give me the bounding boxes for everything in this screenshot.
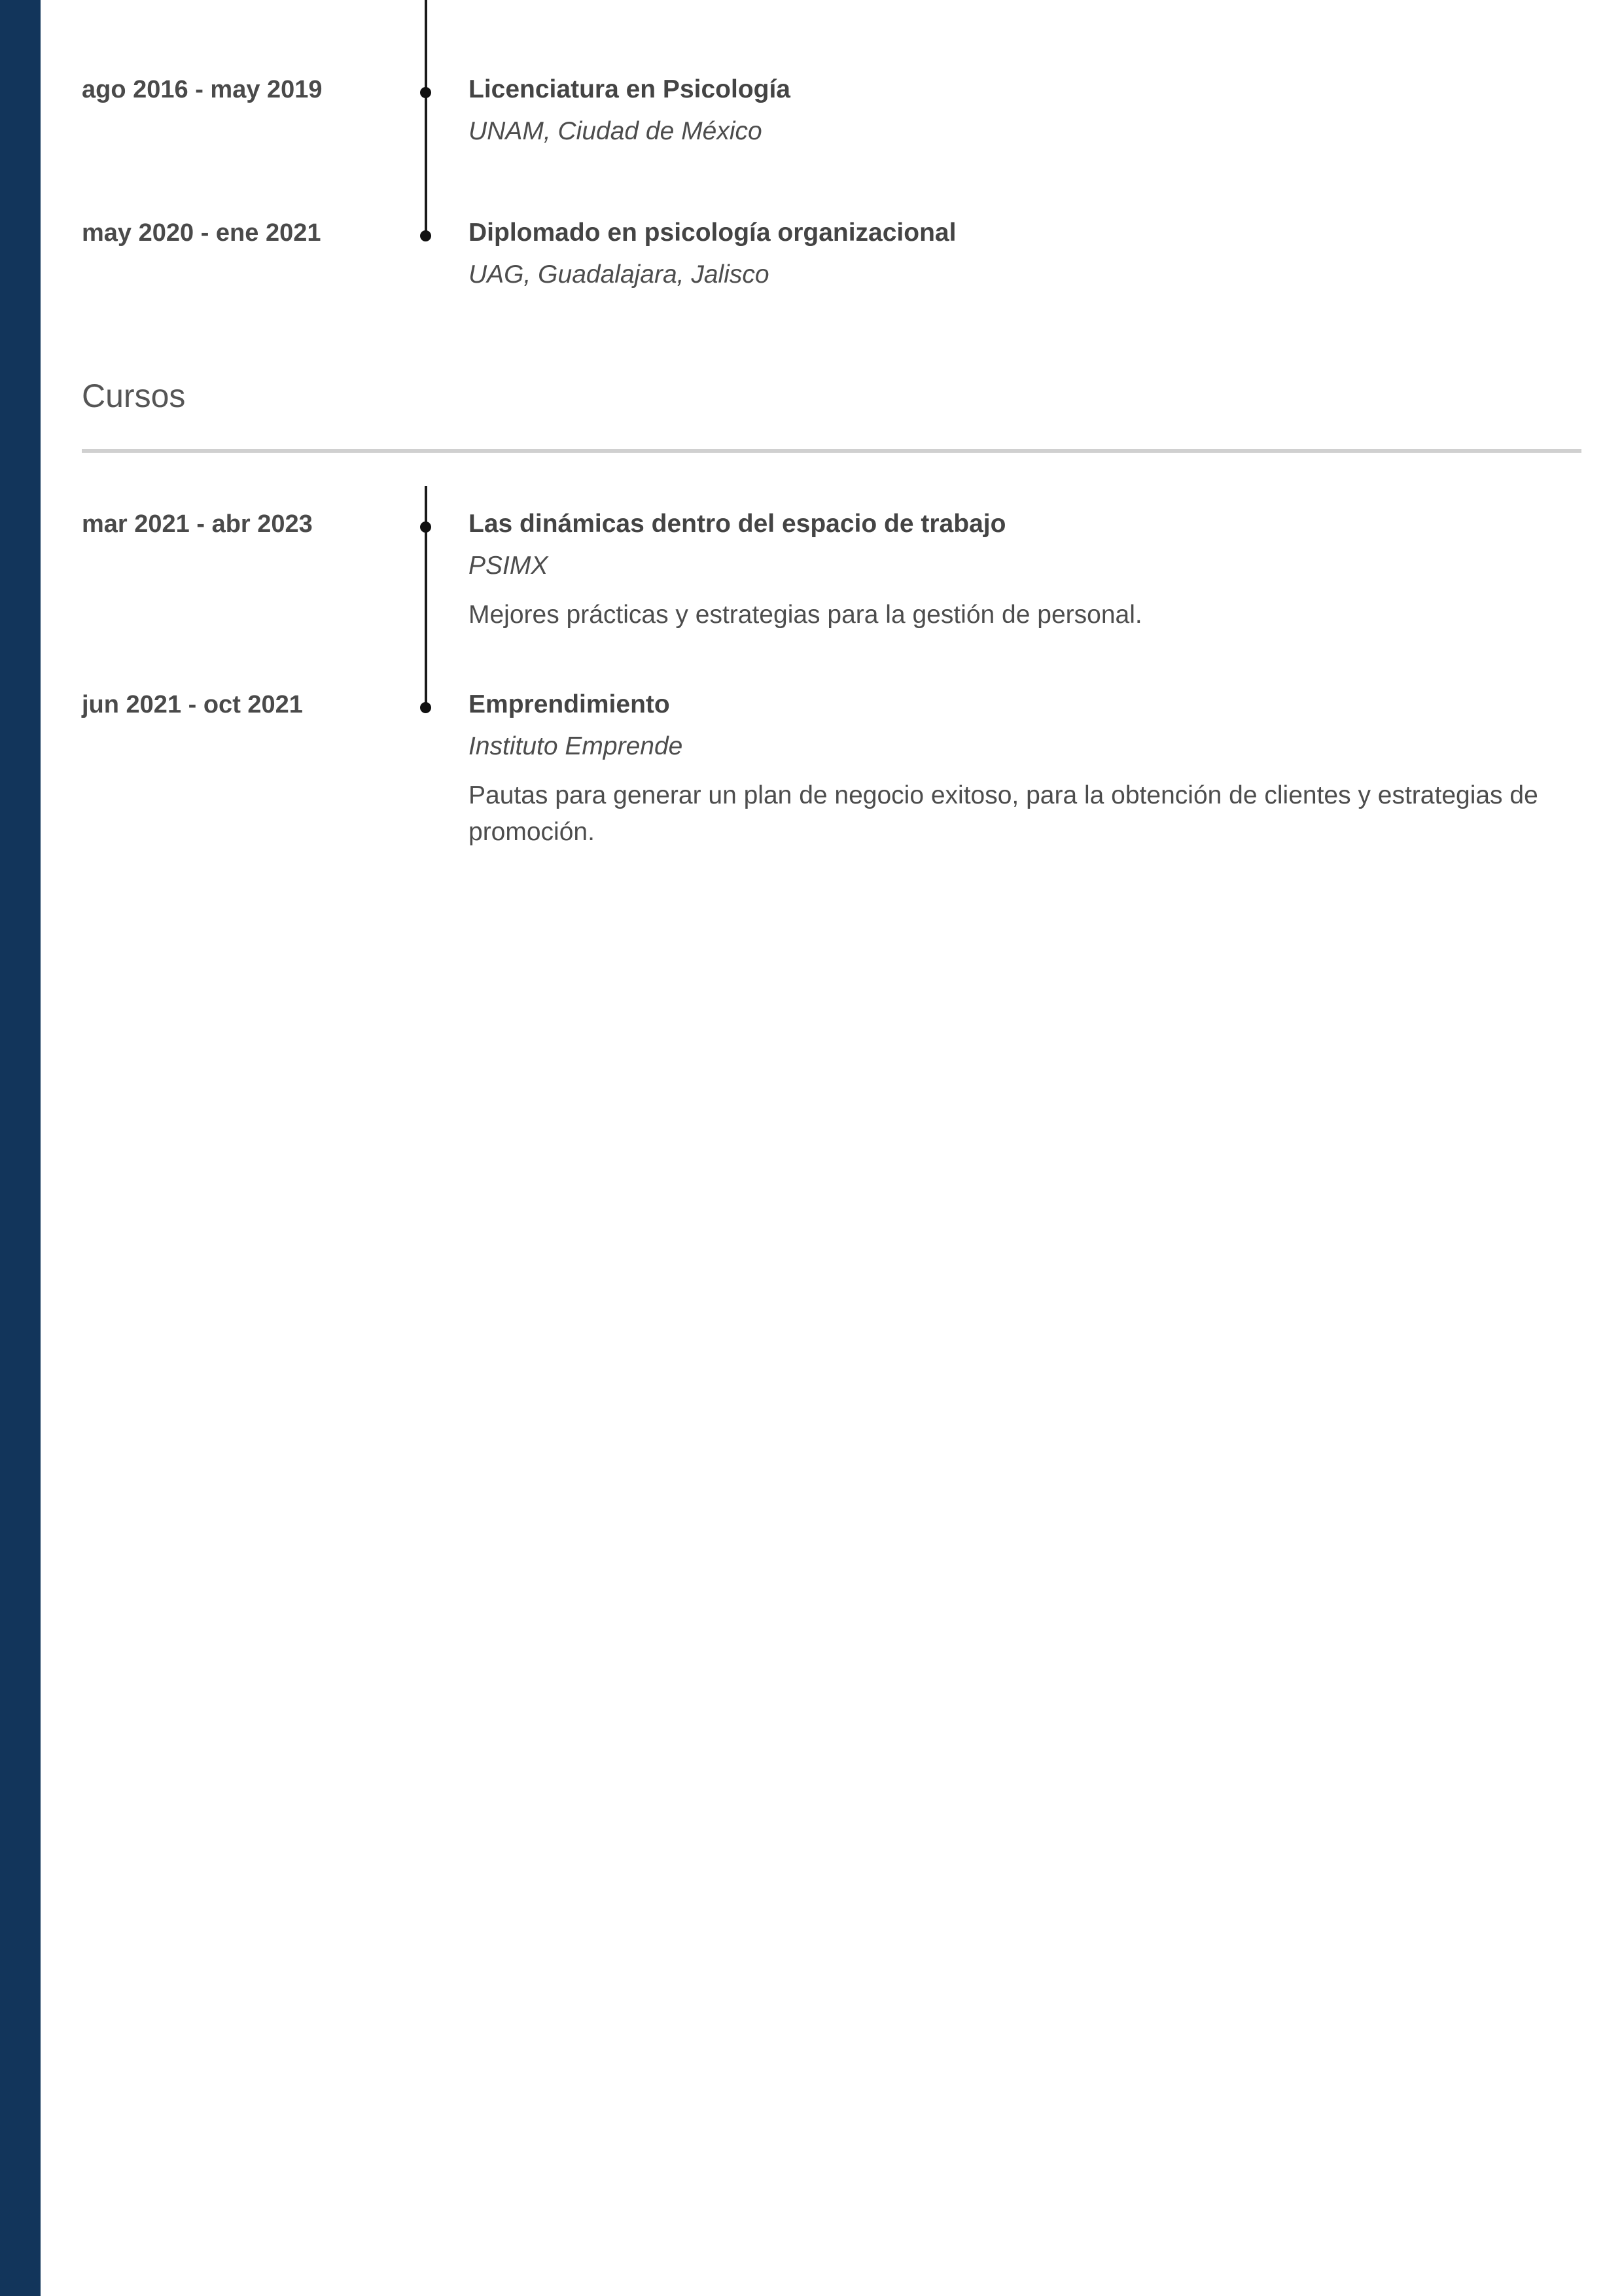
entry-date: may 2020 - ene 2021 <box>82 219 321 247</box>
courses-timeline <box>82 0 1581 916</box>
entry-body <box>468 688 1581 851</box>
entry-title: Licenciatura en Psicología <box>468 75 790 103</box>
entry-description: Mejores prácticas y estrategias para la gestión de personal. <box>468 601 1142 629</box>
entry-title: Emprendimiento <box>468 690 670 718</box>
timeline-dot-icon <box>420 521 431 533</box>
timeline-line <box>425 486 427 709</box>
entry-date: mar 2021 - abr 2023 <box>82 510 313 538</box>
entry-place: PSIMX <box>468 552 548 580</box>
entry-description: Pautas para generar un plan de negocio exitoso, para la obtención de clientes y estrategias de promoción. <box>468 781 1538 846</box>
entry-body <box>468 508 1581 633</box>
section-heading-courses: Cursos <box>82 378 186 414</box>
timeline-dot-icon <box>420 702 431 713</box>
entry-date: ago 2016 - may 2019 <box>82 76 323 103</box>
entry-title: Diplomado en psicología organizacional <box>468 219 957 247</box>
entry-place: Instituto Emprende <box>468 732 683 760</box>
entry-date: jun 2021 - oct 2021 <box>82 691 303 718</box>
entry-title: Las dinámicas dentro del espacio de trabajo <box>468 510 1006 538</box>
decorative-sidebar-stripe <box>0 0 41 2296</box>
entry-place: UNAM, Ciudad de México <box>468 117 762 145</box>
resume-page-content <box>82 0 1581 2296</box>
entry-place: UAG, Guadalajara, Jalisco <box>468 260 769 289</box>
